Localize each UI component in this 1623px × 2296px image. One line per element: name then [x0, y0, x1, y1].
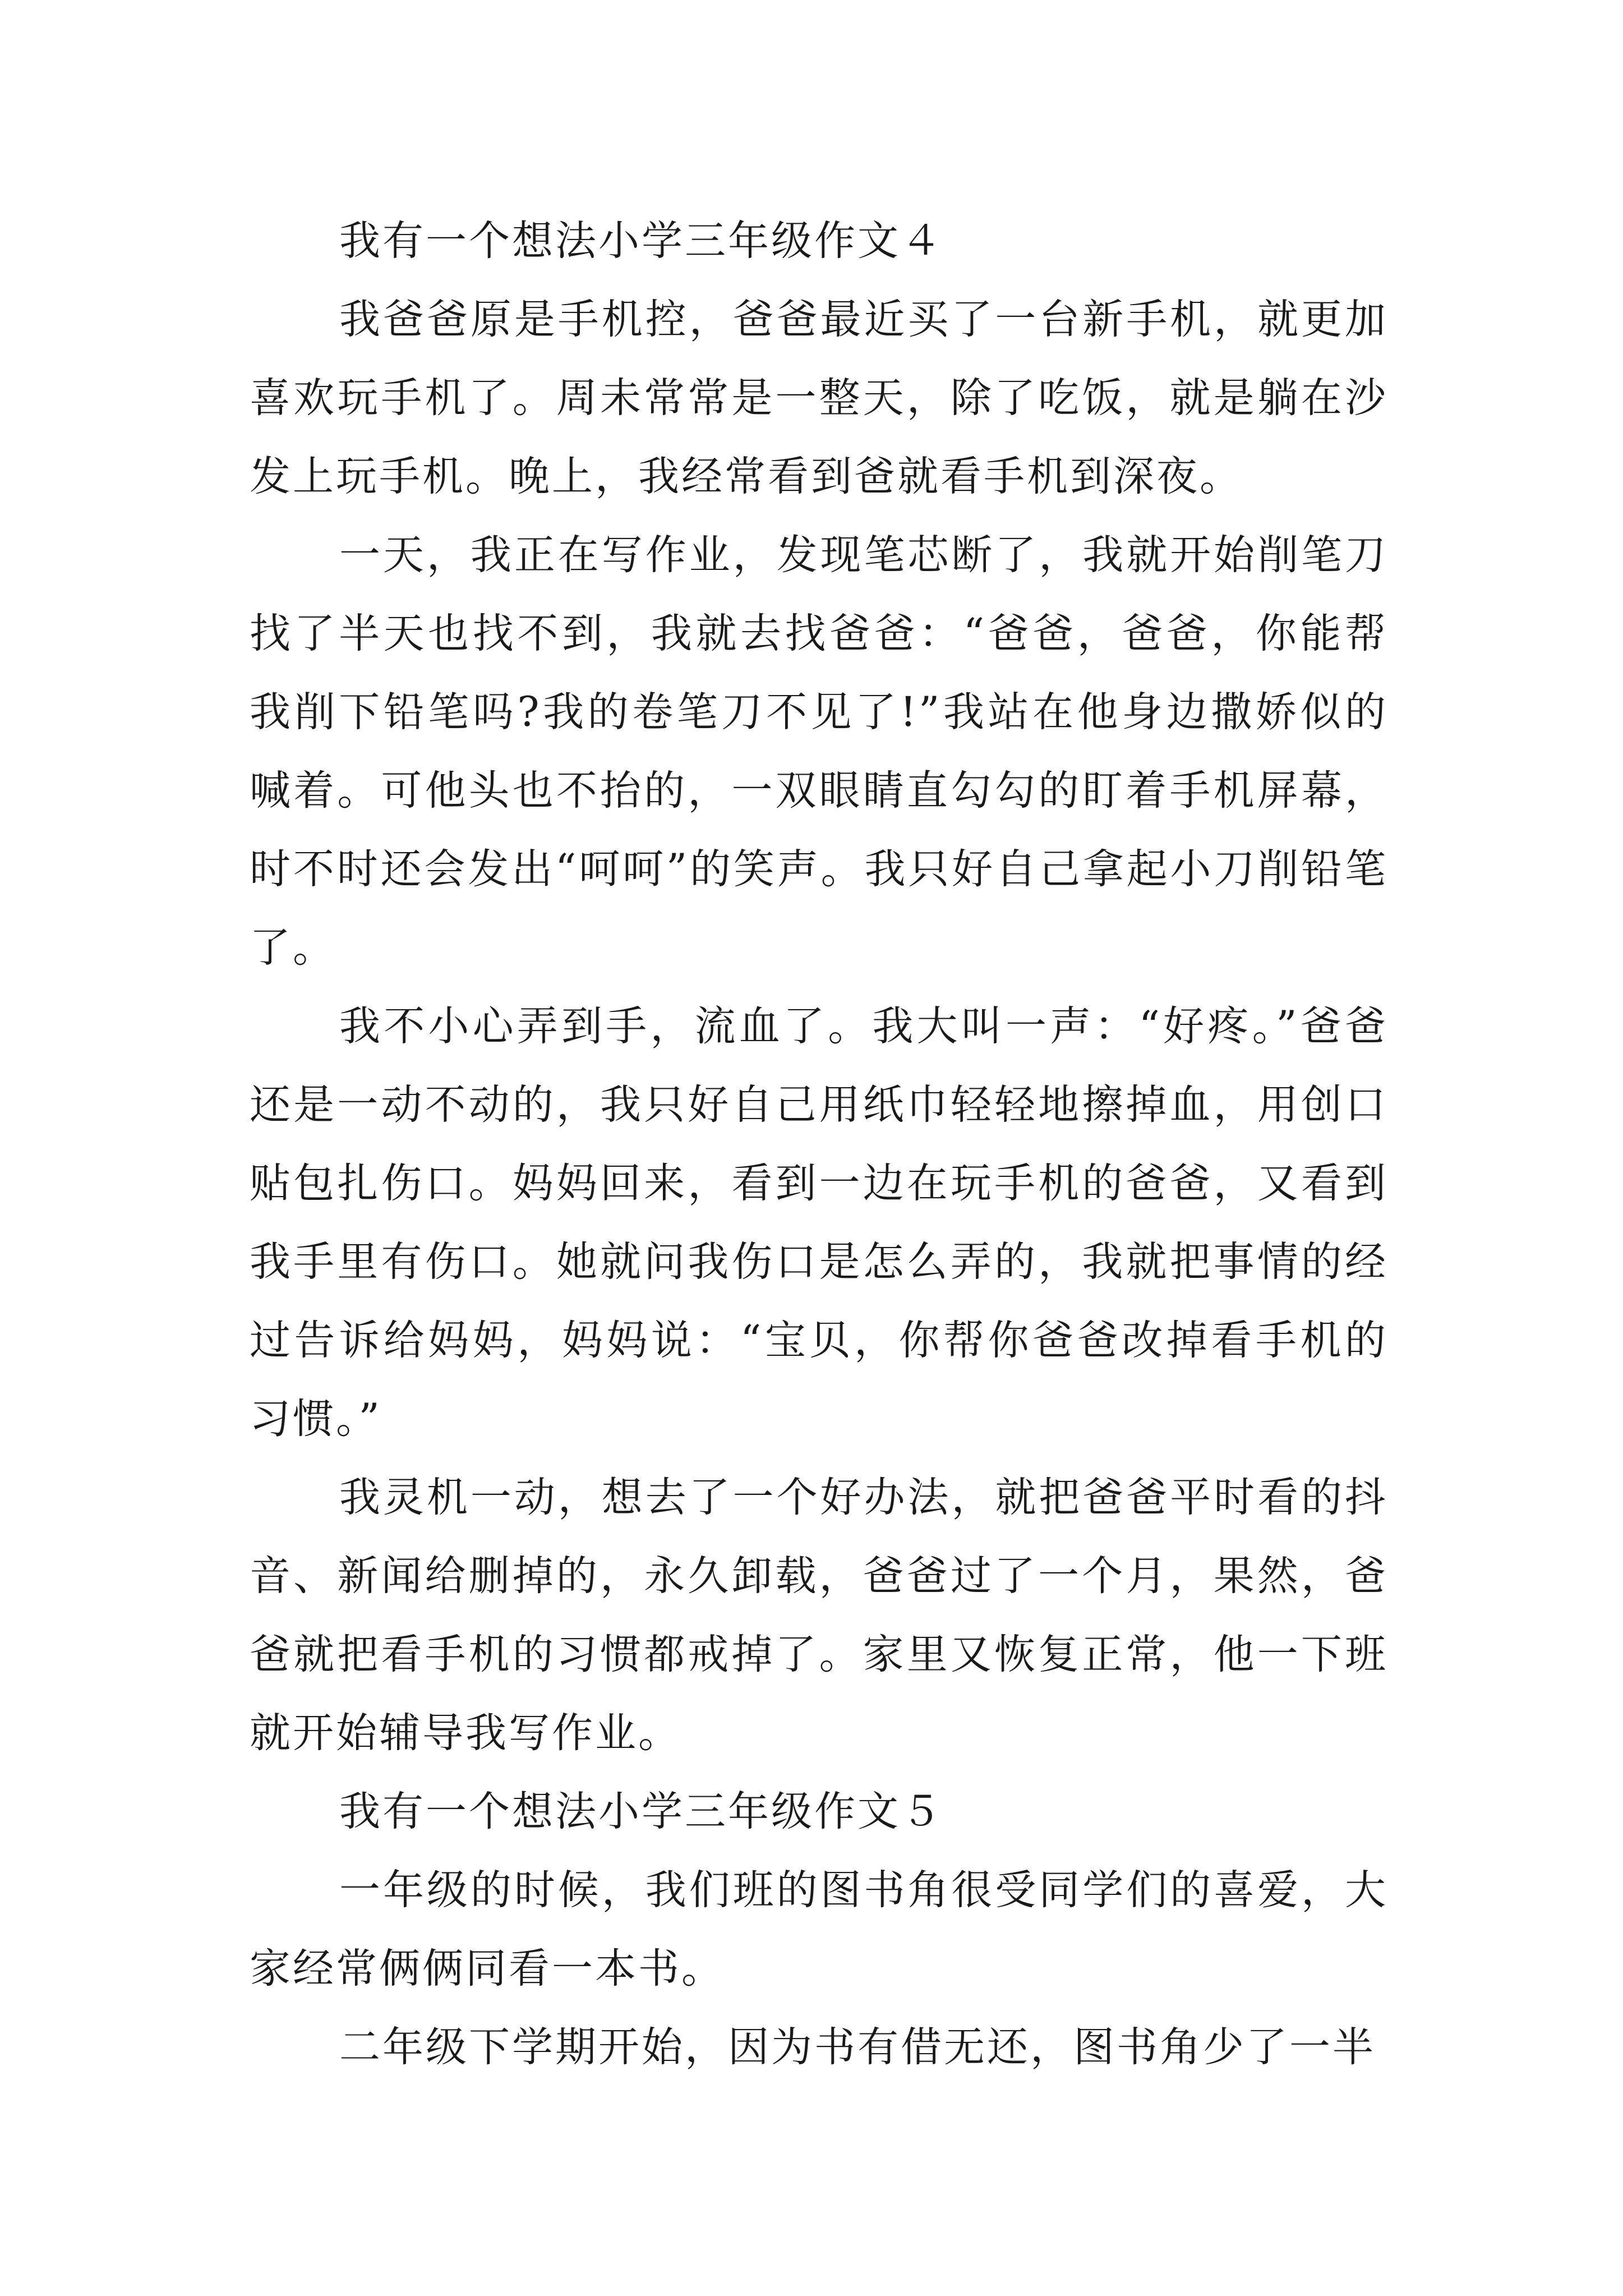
paragraph-4: 我灵机一动，想去了一个好办法，就把爸爸平时看的抖音、新闻给删掉的，永久卸载，爸爸过了一个月，果然，爸爸就把看手机的习惯都戒掉了。家里又恢复正常，他一下班就开始辅导我写作业。	[250, 1474, 1388, 1757]
paragraph-3: 我不小心弄到手，流血了。我大叫一声：“好疼。”爸爸还是一动不动的，我只好自己用纸巾轻轻地擦掉血，用创口贴包扎伤口。妈妈回来，看到一边在玩手机的爸爸，又看到我手里有伤口。她就问我伤口是怎么弄的，我就把事情的经过告诉给妈妈，妈妈说：“宝贝，你帮你爸爸改掉看手机的习惯。”	[250, 1002, 1388, 1443]
paragraph-2: 一天，我正在写作业，发现笔芯断了，我就开始削笔刀找了半天也找不到，我就去找爸爸：“爸爸，爸爸，你能帮我削下铅笔吗?我的卷笔刀不见了!”我站在他身边撒娇似的喊着。可他头也不抬的，一双眼睛直勾勾的盯着手机屏幕，时不时还会发出“呵呵”的笑声。我只好自己拿起小刀削铅笔了。	[250, 531, 1388, 972]
essay-heading-5: 我有一个想法小学三年级作文５	[339, 1788, 944, 1835]
paragraph-5: 一年级的时候，我们班的图书角很受同学们的喜爱，大家经常俩俩同看一本书。	[250, 1866, 1388, 1993]
document-body	[250, 202, 1388, 2087]
paragraph-1: 我爸爸原是手机控，爸爸最近买了一台新手机，就更加喜欢玩手机了。周未常常是一整天，除了吃饭，就是躺在沙发上玩手机。晚上，我经常看到爸就看手机到深夜。	[250, 296, 1388, 500]
essay-heading-4: 我有一个想法小学三年级作文４	[339, 217, 944, 265]
paragraph-6: 二年级下学期开始，因为书有借无还，图书角少了一半	[339, 2023, 1376, 2071]
